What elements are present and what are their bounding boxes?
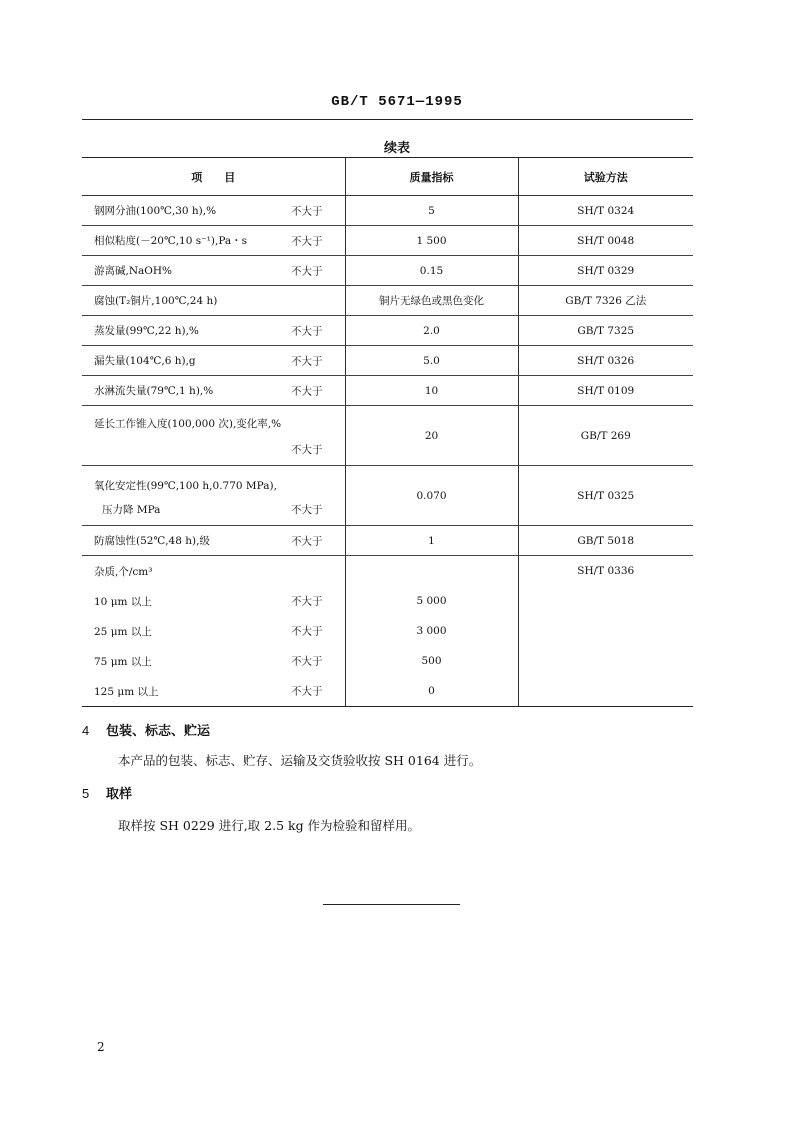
limit-label: 不大于 (291, 265, 323, 277)
limit-label: 不大于 (291, 235, 323, 247)
method-cell: GB/T 7326 乙法 (518, 286, 693, 316)
limit-label: 不大于 (291, 444, 323, 456)
item-label: 防腐蚀性(52℃,48 h),级 (94, 535, 210, 547)
table-row (82, 526, 693, 556)
method-cell: SH/T 0336 (518, 556, 693, 587)
item-label: 125 μm 以上 (94, 685, 159, 698)
method-cell: GB/T 7325 (518, 316, 693, 346)
item-label: 75 μm 以上 (94, 655, 152, 668)
limit-label: 不大于 (291, 355, 323, 367)
item-label: 相似粘度(－20℃,10 s⁻¹),Pa・s (94, 235, 248, 247)
table-row (82, 346, 693, 376)
limit-label: 不大于 (291, 655, 323, 668)
item-label: 钢网分油(100℃,30 h),% (94, 205, 217, 217)
section-body-packaging: 本产品的包装、标志、贮存、运输及交货验收按 SH 0164 进行。 (118, 753, 482, 768)
spec-cell: 1 (345, 526, 518, 556)
item-cell (82, 466, 345, 526)
table-row (82, 316, 693, 346)
method-cell: SH/T 0325 (518, 466, 693, 526)
section-number: 4 (82, 723, 90, 738)
limit-label: 不大于 (291, 625, 323, 638)
section-heading-sampling (82, 783, 132, 802)
spec-cell: 10 (345, 376, 518, 406)
method-cell (518, 616, 693, 646)
impurity-row (82, 646, 693, 676)
spec-cell: 20 (345, 406, 518, 466)
spec-cell: 5 000 (345, 586, 518, 616)
table-row (82, 286, 693, 316)
item-label: 延长工作锥入度(100,000 次),变化率,% (94, 418, 282, 430)
item-label: 10 μm 以上 (94, 595, 152, 608)
spec-table-container (82, 157, 693, 707)
table-row (82, 226, 693, 256)
method-cell: SH/T 0326 (518, 346, 693, 376)
method-cell: SH/T 0324 (518, 196, 693, 226)
spec-cell: 铜片无绿色或黑色变化 (345, 286, 518, 316)
spec-cell: 5 (345, 196, 518, 226)
method-cell: GB/T 5018 (518, 526, 693, 556)
spec-cell: 2.0 (345, 316, 518, 346)
table-title: 续表 (383, 141, 410, 156)
limit-label: 不大于 (291, 385, 323, 397)
spec-cell: 500 (345, 646, 518, 676)
table-row (82, 376, 693, 406)
item-label-line2: 压力降 MPa (102, 504, 161, 516)
end-rule (323, 904, 460, 905)
section-title: 包装、标志、贮运 (106, 724, 211, 739)
section-body-sampling: 取样按 SH 0229 进行,取 2.5 kg 作为检验和留样用。 (118, 818, 421, 833)
method-cell (518, 676, 693, 707)
limit-label: 不大于 (291, 535, 323, 547)
item-cell (82, 346, 345, 376)
item-label: 蒸发量(99℃,22 h),% (94, 325, 199, 337)
item-cell (82, 316, 345, 346)
limit-label: 不大于 (291, 205, 323, 217)
item-cell (82, 556, 345, 587)
method-cell (518, 586, 693, 616)
method-cell (518, 646, 693, 676)
table-header-row (82, 158, 693, 196)
item-cell (82, 586, 345, 616)
limit-label: 不大于 (291, 504, 323, 516)
item-cell (82, 376, 345, 406)
spec-cell (345, 556, 518, 587)
spec-cell: 0.070 (345, 466, 518, 526)
table-row (82, 466, 693, 526)
spec-cell: 5.0 (345, 346, 518, 376)
spec-table (82, 157, 693, 707)
impurity-row (82, 586, 693, 616)
impurity-header-row (82, 556, 693, 587)
item-cell (82, 406, 345, 466)
method-cell: SH/T 0329 (518, 256, 693, 286)
item-cell (82, 526, 345, 556)
standard-code-header: GB/T 5671—1995 (331, 94, 463, 110)
item-label: 游离碱,NaOH% (94, 265, 173, 277)
impurity-row (82, 616, 693, 646)
item-label: 水淋流失量(79℃,1 h),% (94, 385, 214, 397)
method-cell: GB/T 269 (518, 406, 693, 466)
table-row (82, 196, 693, 226)
spec-cell: 1 500 (345, 226, 518, 256)
item-label: 氧化安定性(99℃,100 h,0.770 MPa), (94, 480, 277, 492)
column-header-method: 试验方法 (518, 158, 693, 196)
table-row (82, 256, 693, 286)
item-label: 腐蚀(T₂铜片,100℃,24 h) (94, 295, 218, 307)
limit-label: 不大于 (291, 595, 323, 608)
column-header-item: 项 目 (82, 158, 345, 196)
header-rule (82, 119, 693, 120)
section-heading-packaging (82, 720, 210, 739)
spec-cell: 0.15 (345, 256, 518, 286)
method-cell: SH/T 0109 (518, 376, 693, 406)
item-label: 杂质,个/cm³ (94, 565, 153, 578)
section-title: 取样 (106, 787, 133, 802)
spec-cell: 0 (345, 676, 518, 707)
item-cell (82, 676, 345, 707)
item-label: 漏失量(104℃,6 h),g (94, 355, 196, 367)
impurity-row (82, 676, 693, 707)
page-number: 2 (97, 1040, 105, 1054)
spec-cell: 3 000 (345, 616, 518, 646)
method-cell: SH/T 0048 (518, 226, 693, 256)
item-cell (82, 196, 345, 226)
section-number: 5 (82, 786, 90, 801)
item-cell (82, 646, 345, 676)
table-row (82, 406, 693, 466)
item-cell (82, 616, 345, 646)
item-label: 25 μm 以上 (94, 625, 152, 638)
limit-label: 不大于 (291, 325, 323, 337)
item-cell (82, 256, 345, 286)
limit-label: 不大于 (291, 685, 323, 698)
item-cell (82, 286, 345, 316)
column-header-spec: 质量指标 (345, 158, 518, 196)
item-cell (82, 226, 345, 256)
